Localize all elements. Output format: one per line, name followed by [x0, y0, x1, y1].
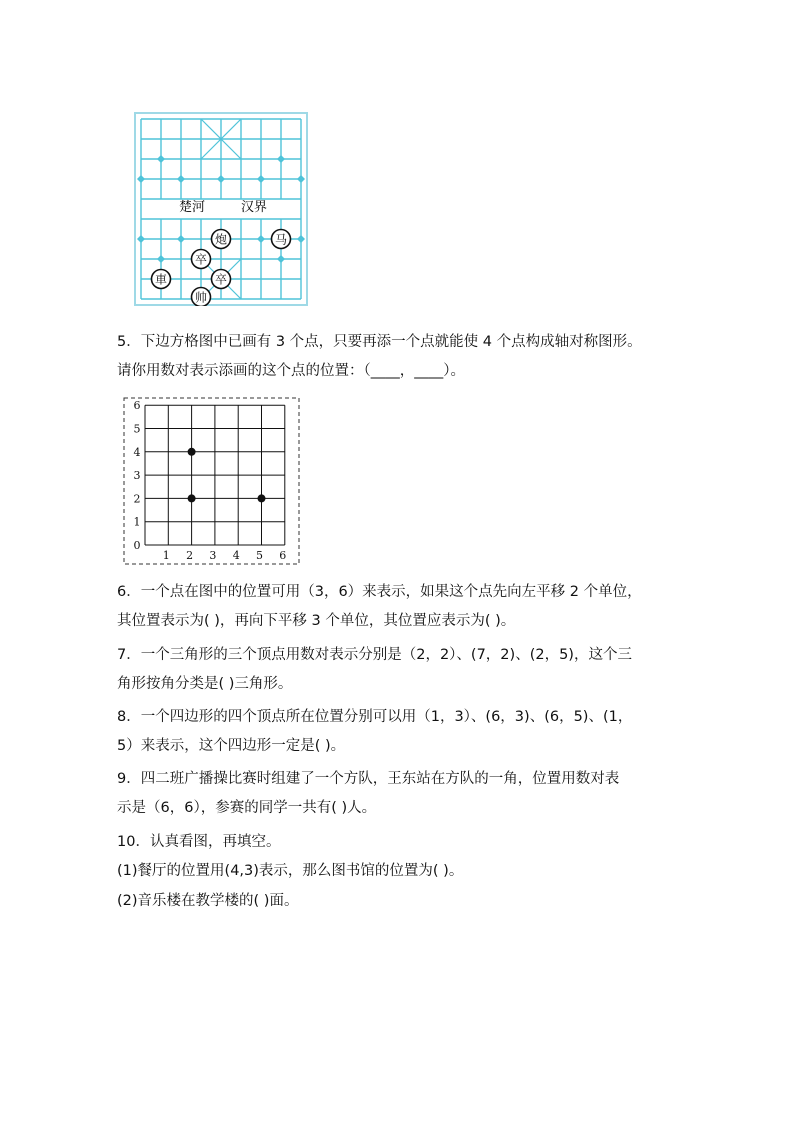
chess-piece-label: 卒 [214, 272, 228, 287]
y-tick-label: 3 [133, 469, 141, 483]
q8-line1: 8．一个四边形的四个顶点所在位置分别可以用（1，3）、(6，3)、(6，5)、(1， [117, 709, 633, 725]
chess-piece-label: 帅 [194, 290, 208, 305]
q6-line2: 其位置表示为( )，再向下平移 3 个单位，其位置应表示为( )。 [117, 613, 516, 629]
y-tick-label: 6 [133, 399, 141, 413]
y-axis-labels [134, 399, 141, 552]
chess-piece [152, 270, 171, 289]
chess-piece [212, 270, 231, 289]
y-tick-label: 4 [133, 445, 141, 459]
q5-line2: 请你用数对表示添画的这个点的位置：（____，____）。 [117, 363, 465, 379]
q10-title: 10．认真看图，再填空。 [117, 834, 281, 850]
coordinate-grid-figure [123, 397, 300, 565]
grid-point [188, 448, 196, 456]
chess-piece-label: 卒 [194, 252, 208, 267]
river-label-han-jie: 汉界 [240, 200, 268, 215]
coordinate-grid-svg [123, 397, 300, 565]
x-tick-label: 1 [162, 549, 170, 562]
river-label-chu-he: 楚河 [178, 200, 206, 215]
q9-line2: 示是（6，6），参赛的同学一共有( )人。 [117, 800, 377, 816]
q10-sub1: (1)餐厅的位置用(4,3)表示，那么图书馆的位置为( )。 [117, 863, 464, 879]
x-tick-label: 2 [186, 549, 194, 562]
q5-line1: 5．下边方格图中已画有 3 个点，只要再添一个点就能使 4 个点构成轴对称图形。 [117, 334, 642, 350]
y-tick-label: 0 [133, 539, 141, 552]
chessboard-svg [134, 112, 308, 306]
grid-lines [145, 405, 285, 545]
y-tick-label: 5 [133, 422, 141, 436]
chess-piece [192, 288, 211, 307]
chess-piece [212, 230, 231, 249]
q8-line2: 5）来表示，这个四边形一定是( )。 [117, 738, 346, 754]
x-tick-label: 4 [232, 549, 240, 562]
grid-point [188, 494, 196, 502]
chess-piece-label: 車 [154, 272, 168, 287]
grid-point [258, 494, 266, 502]
x-axis-labels [163, 549, 286, 562]
y-tick-label: 2 [133, 492, 141, 506]
q7-line2: 角形按角分类是( )三角形。 [117, 676, 293, 692]
q7-line1: 7．一个三角形的三个顶点用数对表示分别是（2，2）、(7，2)、(2，5)，这个三 [117, 647, 632, 663]
chess-piece-label: 炮 [214, 232, 228, 247]
chess-piece [272, 230, 291, 249]
chess-piece [192, 250, 211, 269]
q6-line1: 6．一个点在图中的位置可用（3，6）来表示，如果这个点先向左平移 2 个单位， [117, 584, 642, 600]
x-tick-label: 3 [209, 549, 217, 562]
q10-sub2: (2)音乐楼在教学楼的( )面。 [117, 893, 299, 909]
x-tick-label: 5 [256, 549, 263, 562]
q9-line1: 9．四二班广播操比赛时组建了一个方队，王东站在方队的一角，位置用数对表 [117, 771, 620, 787]
y-tick-label: 1 [133, 515, 141, 529]
x-tick-label: 6 [279, 549, 287, 562]
chess-piece-label: 马 [274, 232, 288, 247]
dashed-border [124, 398, 299, 564]
chessboard-figure [134, 112, 308, 306]
